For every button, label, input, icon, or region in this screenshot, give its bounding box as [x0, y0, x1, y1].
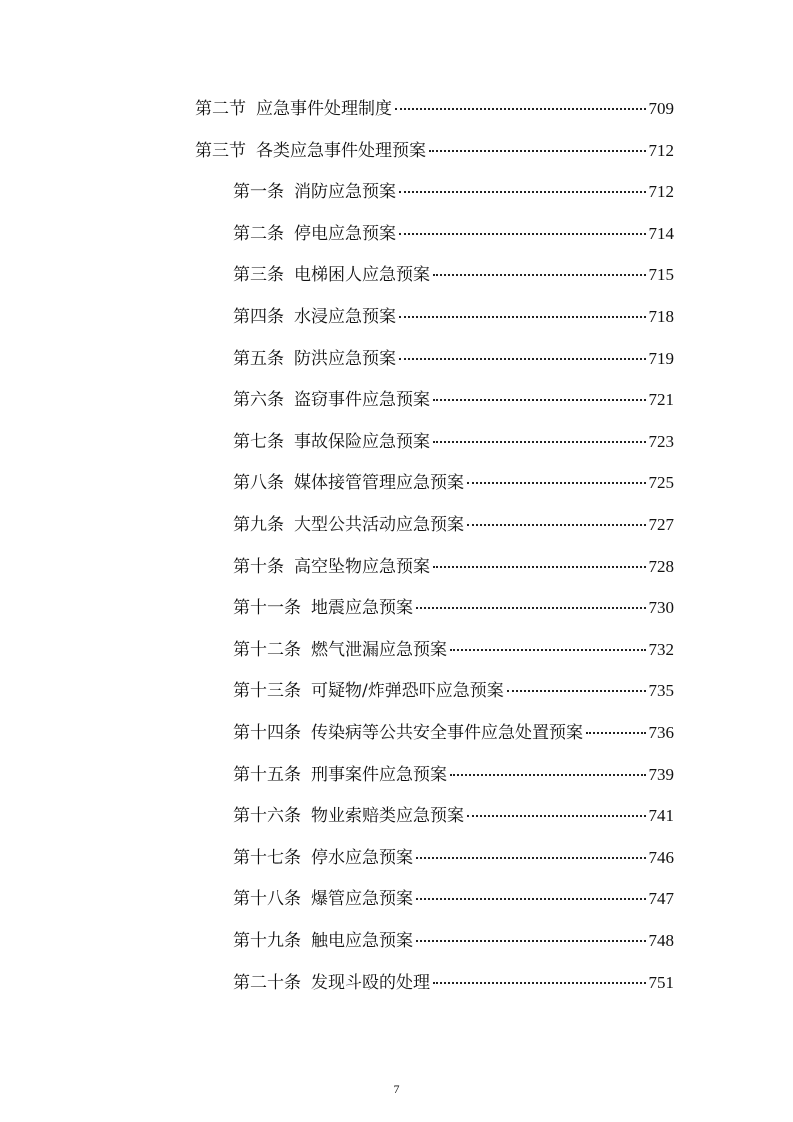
toc-entry-page: 719	[648, 349, 674, 368]
toc-entry-title: 停电应急预案	[294, 224, 396, 244]
toc-entry-label: 第十五条	[233, 765, 301, 785]
toc-entry-title: 事故保险应急预案	[294, 432, 430, 452]
toc-entry-page: 712	[648, 141, 674, 160]
toc-entry-label: 第二节	[195, 99, 246, 119]
toc-dot-leader	[433, 981, 646, 984]
toc-entry-page: 751	[648, 973, 674, 992]
toc-entry-label: 第三节	[195, 141, 246, 161]
toc-entry-page: 718	[648, 307, 674, 326]
toc-entry-page: 721	[648, 390, 674, 409]
toc-entry-page: 746	[648, 848, 674, 867]
toc-entry	[233, 425, 674, 459]
toc-entry	[233, 716, 674, 750]
toc-entry-title: 传染病等公共安全事件应急处置预案	[311, 723, 583, 743]
toc-entry-label: 第十四条	[233, 723, 301, 743]
toc-dot-leader	[416, 897, 646, 900]
toc-entry-title: 发现斗殴的处理	[311, 973, 430, 993]
toc-entry	[233, 466, 674, 500]
toc-entry-page: 715	[648, 265, 674, 284]
toc-dot-leader	[399, 357, 646, 360]
toc-entry-page: 739	[648, 765, 674, 784]
toc-dot-leader	[429, 149, 646, 152]
toc-entry-title: 消防应急预案	[294, 182, 396, 202]
toc-entry-page: 735	[648, 681, 674, 700]
toc-dot-leader	[586, 731, 646, 734]
toc-entry-page: 741	[648, 806, 674, 825]
toc-dot-leader	[399, 190, 646, 193]
toc-entry-label: 第七条	[233, 432, 284, 452]
toc-entry-title: 水浸应急预案	[294, 307, 396, 327]
toc-dot-leader	[395, 107, 646, 110]
toc-dot-leader	[467, 481, 646, 484]
toc-dot-leader	[433, 398, 646, 401]
toc-entry	[233, 175, 674, 209]
toc-entry-title: 地震应急预案	[311, 598, 413, 618]
toc-entry-title: 应急事件处理制度	[256, 99, 392, 119]
toc-entry-page: 730	[648, 598, 674, 617]
toc-entry-label: 第六条	[233, 390, 284, 410]
toc-entry-label: 第十六条	[233, 806, 301, 826]
toc-dot-leader	[416, 606, 646, 609]
toc-entry	[195, 92, 674, 126]
toc-dot-leader	[399, 232, 646, 235]
toc-entry-page: 728	[648, 557, 674, 576]
toc-entry-title: 物业索赔类应急预案	[311, 806, 464, 826]
toc-entry	[233, 758, 674, 792]
toc-entry-title: 高空坠物应急预案	[294, 557, 430, 577]
toc-entry	[233, 300, 674, 334]
toc-entry-page: 725	[648, 473, 674, 492]
toc-entry-title: 停水应急预案	[311, 848, 413, 868]
toc-entry	[233, 383, 674, 417]
toc-entry	[233, 633, 674, 667]
toc-dot-leader	[399, 315, 646, 318]
toc-entry-title: 可疑物/炸弹恐吓应急预案	[311, 681, 504, 701]
toc-entry	[233, 674, 674, 708]
toc-dot-leader	[416, 856, 646, 859]
toc-entry-page: 748	[648, 931, 674, 950]
toc-entry-page: 712	[648, 182, 674, 201]
toc-entry	[233, 841, 674, 875]
toc-entry	[233, 550, 674, 584]
toc-dot-leader	[433, 565, 646, 568]
toc-entry-title: 媒体接管管理应急预案	[294, 473, 464, 493]
page-number: 7	[393, 1082, 400, 1096]
toc-dot-leader	[433, 440, 646, 443]
toc-entry	[233, 882, 674, 916]
toc-entry-page: 723	[648, 432, 674, 451]
toc-entry-label: 第二条	[233, 224, 284, 244]
toc-entry-title: 爆管应急预案	[311, 889, 413, 909]
toc-entry-page: 727	[648, 515, 674, 534]
toc-entry	[233, 966, 674, 1000]
toc-entry-title: 燃气泄漏应急预案	[311, 640, 447, 660]
toc-entry-title: 各类应急事件处理预案	[256, 141, 426, 161]
toc-entry-label: 第八条	[233, 473, 284, 493]
toc-entry-label: 第十八条	[233, 889, 301, 909]
toc-entry-title: 刑事案件应急预案	[311, 765, 447, 785]
toc-entry	[233, 799, 674, 833]
toc-entry-label: 第二十条	[233, 973, 301, 993]
toc-entry-label: 第三条	[233, 265, 284, 285]
toc-entry-label: 第一条	[233, 182, 284, 202]
toc-entry	[233, 258, 674, 292]
toc-dot-leader	[450, 648, 646, 651]
toc-entry-label: 第九条	[233, 515, 284, 535]
toc-entry-label: 第十二条	[233, 640, 301, 660]
toc-entry	[233, 924, 674, 958]
toc-entry-label: 第十九条	[233, 931, 301, 951]
toc-entry-label: 第十一条	[233, 598, 301, 618]
toc-entry-label: 第十七条	[233, 848, 301, 868]
toc-entry-label: 第四条	[233, 307, 284, 327]
toc-dot-leader	[416, 939, 646, 942]
toc-entry	[195, 134, 674, 168]
toc-entry	[233, 591, 674, 625]
toc-entry-title: 防洪应急预案	[294, 349, 396, 369]
toc-dot-leader	[467, 523, 646, 526]
toc-entry-label: 第十三条	[233, 681, 301, 701]
toc-dot-leader	[467, 814, 646, 817]
toc-entry-page: 747	[648, 889, 674, 908]
toc-entry-page: 736	[648, 723, 674, 742]
toc-entry-title: 盗窃事件应急预案	[294, 390, 430, 410]
toc-dot-leader	[507, 689, 646, 692]
toc-entry-title: 电梯困人应急预案	[294, 265, 430, 285]
toc-entry-page: 732	[648, 640, 674, 659]
toc-entry-label: 第十条	[233, 557, 284, 577]
toc-entry	[233, 508, 674, 542]
toc-entry-page: 709	[648, 99, 674, 118]
toc-dot-leader	[450, 773, 646, 776]
toc-entry-label: 第五条	[233, 349, 284, 369]
toc-entry-title: 触电应急预案	[311, 931, 413, 951]
toc-dot-leader	[433, 273, 646, 276]
toc-entry	[233, 217, 674, 251]
toc-entry-page: 714	[648, 224, 674, 243]
toc-entry	[233, 342, 674, 376]
toc-entry-title: 大型公共活动应急预案	[294, 515, 464, 535]
